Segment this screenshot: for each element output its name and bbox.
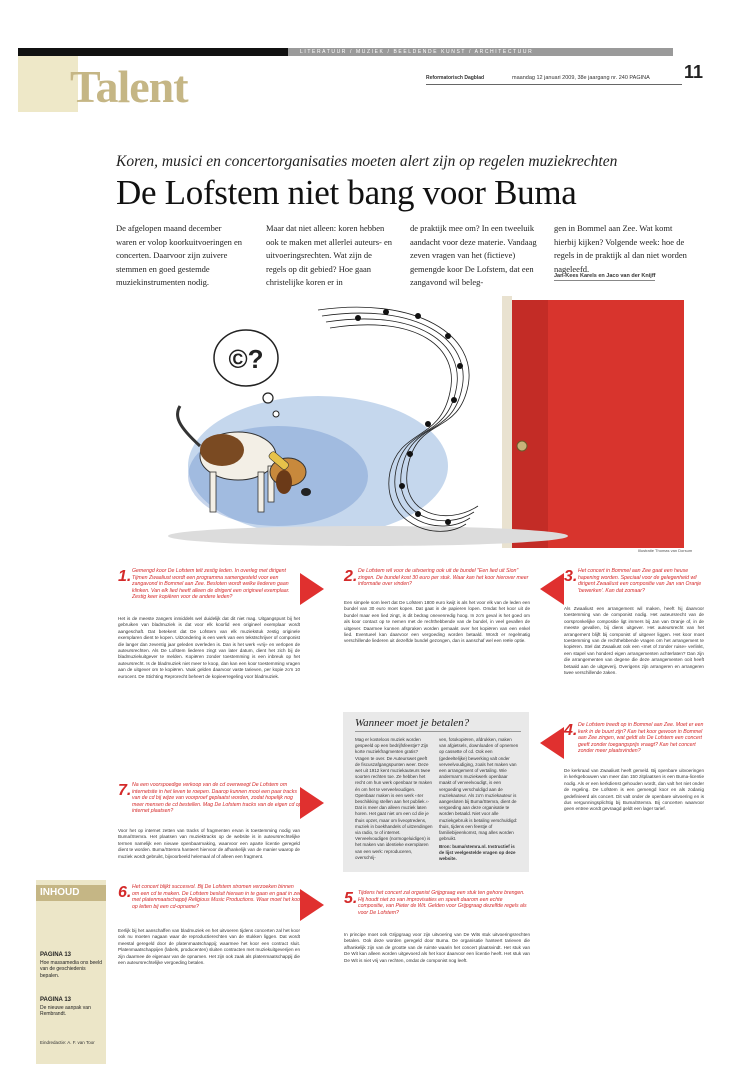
article-headline: De Lofstem niet bang voor Buma (116, 173, 577, 212)
inhoud-page-ref[interactable]: PAGINA 13 (40, 952, 72, 958)
masthead-rule (426, 84, 682, 85)
sidebar-column-2: ven, fotokopiëren, afdrukken, maken van afgietsels, downloaden of opnemen op cassette of cd. Ook een (gedeeltelijke) bewerking valt onder verveelvoudiging, zoals het maken van een arrangement of vertaling. Wie anderman's muziekwerk openbaar maakt of verveelvoudigt, is een vergoeding verschuldigd aan de muziekauteur. Als zo'n muziekauteur is aangesloten bij Buma/Stemra, dient de vergoeding aan deze organisatie te worden betaald. Niet voor alle muziekgebruik is betaling verschuldigd: thuis, tijdens een feestje of familiebijeenkomst, mag alles worden gebruikt. (439, 737, 519, 842)
question-text: Tijdens het concert zal organist Grijpgraag een stuk ten gehore brengen. Hij houdt niet zo van improvisaties en speelt daarom een echte compositie, van Pieter de Wit. Gelden voor Grijpgraag dezelfde regels als voor De Lofstem? (358, 890, 527, 916)
question-number: 6. (118, 884, 132, 901)
red-arrow-icon (540, 727, 564, 759)
article-kicker: Koren, musici en concertorganisaties moeten alert zijn op regelen muziekrechten (116, 153, 618, 170)
section-title: Talent (70, 61, 188, 112)
inhoud-page-ref[interactable]: PAGINA 13 (40, 997, 72, 1003)
question-number: 5. (344, 890, 358, 907)
question-text: De Lofstem wil voor de uitvoering ook uit de bundel "Een lied uit Sion" zingen. De bundel kost 30 euro per stuk. Waar kan het koor hierover meer informatie over vinden? (358, 568, 529, 588)
illustration-credit: Illustratie Thomas van Dorsum (638, 548, 693, 553)
page-number: 11 (684, 62, 704, 82)
sidebar-column-1: Mag er kosteloos muziek worden gespeeld op een bedrijfsfeestje? Zijn korte muziekfragmenten gratis? Vragen te over. De Auteurswet geeft de fiscuszafgangspunten weer. Deze wet uit 1912 kent muziekauteurs twee soorten rechten toe. Ze hebben het recht om hun werk openbaar te maken én om het te verveelvoudigen. Openbaar maken is een werk ‹‹ter beschikking stellen aan het publiek.›› Dat is meer dan alleen muziek laten horen. Het gaat niet om een cd die je thuis opzet, maar om liveoptredens, muziek in boekhandels of uitzendingen via radio, tv of internet. Verveelvoudigen (normogeluidigen) is het maken van identieke exemplaren van een werk: reproduceren, overschrij- (355, 737, 433, 860)
red-arrow-icon (300, 889, 324, 921)
section-strip: LITERATUUR / MUZIEK / BEELDENDE KUNST / ARCHITECTUUR (300, 49, 534, 55)
intro-column-1: De afgelopen maand december waren er volop koorkuitvoeringen en concerten. Daarvoor zijn zuivere stemmen en goed gestemde muziekinstrumenten nodig. (116, 223, 243, 287)
masthead-black-bar (18, 48, 288, 56)
question-block-4 (564, 722, 704, 762)
question-number: 7. (118, 782, 132, 799)
question-number: 4. (564, 722, 578, 739)
thought-bubble-text: ©? (228, 344, 264, 374)
question-block-1 (118, 568, 300, 616)
inhoud-item-text[interactable]: Hoe massamedia ons beeld van de geschiedenis bepalen. (40, 960, 102, 979)
question-block-3 (564, 568, 704, 602)
sidebar-title: Wanneer moet je betalen? (355, 717, 470, 729)
inhoud-item-text[interactable]: De nieuwe aanpak van Rembrandt. (40, 1005, 91, 1018)
illustration-dog-music-door (118, 296, 684, 550)
answer-text: Als Zwaaliust een arrangement wil maken, heeft hij daarvoor toestemming van de componist nodig. Het auteursrecht van de oorspronkelijke compositie ligt immers bij Jan van Oranje of, in de meeste gevallen, bij diens uitgever. Het auteursrecht van het arrangement blijft bij componist of uitgever liggen. Het koor moet toestemming van de rechthebbende vragen om het arrangement te kopiëren. Stel dat Zwaaliust ook een «met of zonder ruise» verlinkt, een stapel van honderd eigen arrangementen achterlaten? Dan zijn die arrangementen van degene die deze arrangementen ooit heeft betaald aan de uitgeverij. Overigens zijn arrangeren en arrangeren twee verschillende zaken. (564, 606, 704, 676)
article-authors: Jan-Kees Karels en Jaco van der Knijff (554, 273, 656, 279)
question-block-5 (344, 890, 530, 930)
question-block-6 (118, 884, 300, 926)
question-text: Het concert in Bommel aan Zee gaat een heuse hapening worden. Speciaal voor de gelegenheid wil dirigent Zwaaliust een compositie van Jan van Oranje 'bewerken'. Kan dat zomaar? (578, 568, 702, 594)
question-block-7 (118, 782, 300, 826)
answer-text: Voor het op internet zetten van tracks of fragmenten ervan is toestemming nodig van Buma/Stemra. Het plaatsen van muziektracks op de website is in auteursrechtelijke termen namelijk een nieuwe openbaarmaking, waarvoor een aparte licentie geregeld dient te worden. Buma/Stemra hanteert hiervoor de afhankelijk van de manier waarop de muziek wordt gebruikt, bijvoorbeeld helemaal af of alleen een fragment. (118, 828, 300, 859)
question-text: Het concert blijkt succesvol. Bij De Lofstem stromen verzoeken binnen om een cd te maken. De Lofstem besluit hieraan in te gaan en gaat in zee met platenmaatschappij Religious Music Productions. Waar moet het koor op letten bij een cd-opname? (132, 884, 302, 910)
editor-credit: Eindredactie: A. F. van Toor (40, 1040, 95, 1045)
question-number: 3. (564, 568, 578, 585)
question-text: De Lofstem treedt op in Bommel aan Zee. Moet er een kerk in de buurt zijn? Kan het koor gewoon in Bommel aan Zee zingen, wat geldt als De Lofstem een concert geeft zonder toegangsprijs vraagt? Kan het concert zonder meer plaatsvinden? (578, 722, 704, 755)
paper-name: Reformatorisch Dagblad (426, 75, 485, 81)
intro-column-2: Maar dat niet alleen: koren hebben ook te maken met allerlei auteurs- en uitvoeringsrechten. Wat zijn de regels op dit gebied? Hoe gaan christelijke koren er in (266, 223, 393, 287)
question-text: Gemengd koor De Lofstem telt zestig leden. In overleg met dirigent Tijmen Zwaaliust wordt een programma samengesteld voor een zangavond in Bommel aan Zee. Besloten wordt welke liederen gaan klinken. Van elk lied heeft alleen de dirigent een origineel exemplaar. Zestig keer kopiëren voor de andere leden? (132, 568, 290, 601)
question-number: 1. (118, 568, 132, 585)
answer-text: Eerlijk bij het aanschaffen van bladmuziek en het uitvoeren tijdens concerten zal het koor ook nu moeten nagaan waar de reproductierechten van de stukken liggen. Dat wordt meestal geregeld door de platenmaatschappij; waarmee het koor een contract sluit. Platenmaatschappijen (labels, producenten) sluiten contracten met muziekuitgeverijen en zijn daarmee de eigenaar van de opnamen. Het zijn ook zaak als platenmaatschappij die een auteursrechtelijke vergoeding betalen. (118, 928, 300, 966)
answer-text: Het is de meeste zangers inmiddels wel duidelijk dat dit niet mag. Uitgangspunt bij het gebruiken van bladmuziek is dat voor elk koorlid een origineel exemplaar wordt aangeschaft. Dat betekent dat De Lofstem van elk muziekstuk zestig originele exemplaren dient te kopen. Uitzondering is een werk van een tekstschrijver of componist die langer dan zeventig jaar geleden overleden is. Dan is het werk «vrij» en verlopen de auteursrechten. Als De Lofstem liederen zingt van later datum, dient het zich bij de bladmuziekuitgever te melden. Kopiëren zonder toestemming is een inbreuk op het auteursrecht. Is de bladmuziek niet meer te koop, dan kan een koor toestemming vragen aan de uitgever om te kopiëren. Vaak gelden daarvoor vaste tarieven, per kopie zo'n 10 eurocent. De Stichting Reprorecht beheert de kopieerregeling voor bladmuziek. (118, 616, 300, 679)
section-logo-box (18, 56, 78, 112)
question-block-2 (344, 568, 530, 598)
sidebar-source: Bron: buma/stemra.nl. Instructief is de lijst veelgestelde vragen op deze website. (439, 844, 516, 862)
question-text: Na een voorspoedige verkoop van de cd overweegt De Lofstem om internetsite in het leven te roepen. Daarop kunnen mooi een paar tracks van de cd bij wijze van voorproef geplaatst worden, zodat hopelijk nog meer mensen de cd bestellen. Mag De Lofstem tracks van de eigen cd op internet plaatsen? (132, 782, 302, 815)
sidebar-rule (355, 731, 521, 732)
answer-text: De kerkraad van Zwaaliust heeft gemeld. Bij openbare uitvoeringen in kerkgebouwen van meer dan 150 zitplaatsen is een Buma-licentie nodig. Als er een kerkdienst gehouden wordt, dan valt het niet onder de regeling. De Lofstem is een gemengd koor en als zodanig gedefinieerd als concert. Dit valt onder de openbare uitvoering en is dus vergunningsplichtig bij Buma/Stemra. Bij concerten waarvoor geen entree wordt gevraagd geldt een lager tarief. (564, 768, 704, 812)
door-frame (502, 296, 512, 548)
inhoud-label: INHOUD (40, 887, 80, 898)
intro-column-4: gen in Bommel aan Zee. Wat komt hierbij kijken? Volgende week: hoe de regels in de praktijk al dan niet worden nageleefd. (554, 223, 687, 274)
red-arrow-icon (540, 573, 564, 605)
answer-text: In principe moet ook Grijpgraag voor zijn uitvoering van De Wits stuk uitvoeringsrechten betalen. Ook deze worden geregeld door Buma. De organisatie hanteert tarieven die afhankelijk zijn van de grootte van de ruimte waarin het concert plaatsvindt. Het stuk van De Wit kan alleen worden uitgevoerd als het koor daarvoor een licentie heeft. Het stuk van De Wit is niet vrij van rechten, omdat de componist nog leeft. (344, 932, 530, 963)
red-door-shade (508, 300, 548, 548)
answer-text: Een simpele som leert dat De Lofstem 1800 euro kwijt is als het voor elk van de leden een bundel van 30 euro moet kopen. Dat gaat in de papieren lopen. Omdat het koor uit de bundel maar een lied zingt, is dit bedrag onevenredig hoog. In zo'n geval is het goed om als koor contact op te nemen met de rechthebbende van de bundel, in veel gevallen de uitgever. Daarmee kunnen afspraken worden gemaakt over het kopiëren van een enkel lied. Eventueel kan daarvoor een vergoeding worden betaald. Wordt er regelmatig verschillende liederen uit dezelfde bundel gezongen, dan is aanschaf wel een reële optie. (344, 600, 530, 644)
date-line: maandag 12 januari 2009, 38e jaargang nr. 240 PAGINA (512, 75, 650, 81)
floor-shadow (168, 526, 568, 546)
intro-column-3: de praktijk mee om? In een tweeluik aandacht voor deze materie. Vandaag zeven vragen van het (fictieve) gemengde koor De Lofstem, dat een zangavond wil beleg- (410, 223, 537, 287)
red-arrow-icon (300, 573, 324, 605)
red-arrow-icon (300, 787, 324, 819)
door-handle-icon (517, 441, 527, 451)
question-number: 2. (344, 568, 358, 585)
